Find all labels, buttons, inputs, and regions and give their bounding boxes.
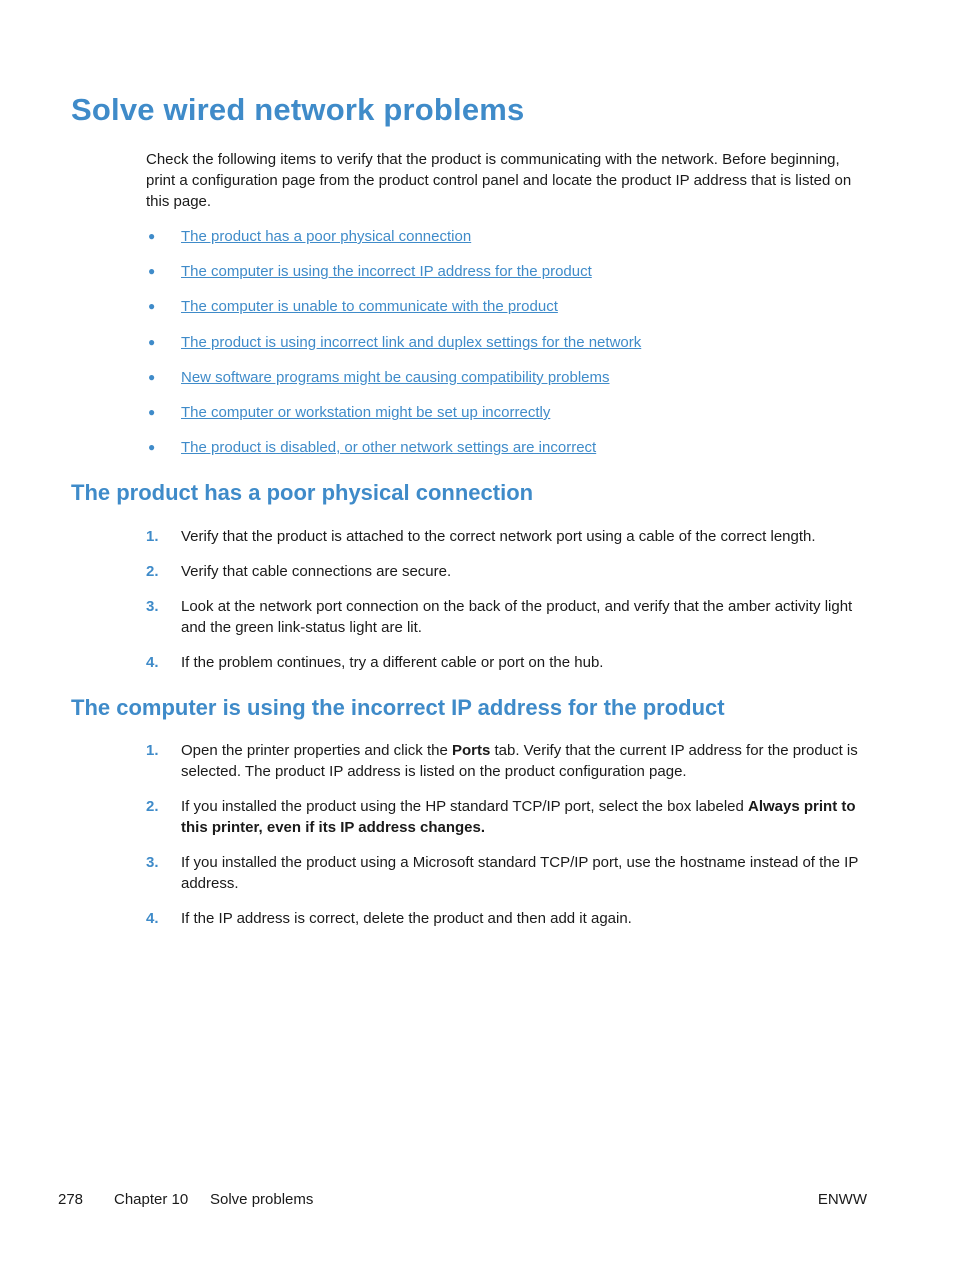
step-number: 2. (146, 798, 159, 815)
step-number: 1. (146, 742, 159, 759)
ports-tab-label: Ports (451, 742, 491, 759)
page-title: Solve wired network problems (71, 92, 525, 127)
link-workstation-setup[interactable]: The computer or workstation might be set up incorrectly (181, 403, 551, 421)
step-number: 3. (146, 598, 159, 615)
steps-incorrect-ip (146, 740, 866, 943)
step-number: 3. (146, 854, 159, 871)
link-product-disabled[interactable]: The product is disabled, or other network settings are incorrect (181, 439, 597, 457)
bullet-icon: ● (148, 264, 156, 279)
bullet-icon: ● (148, 299, 156, 314)
step-text: tab. Verify that the current IP address for the product is selected. The product IP address is listed on the product configuration page. (181, 742, 858, 780)
step-item (146, 596, 866, 638)
bullet-icon: ● (148, 440, 156, 455)
footer-chapter: Chapter 10 (114, 1191, 189, 1208)
footer-doc-code: ENWW (817, 1191, 867, 1208)
link-software-compatibility[interactable]: New software programs might be causing compatibility problems (181, 368, 610, 386)
step-number: 2. (146, 563, 159, 580)
step-item (146, 561, 866, 582)
footer-chapter-title: Solve problems (210, 1191, 314, 1208)
footer-page-number: 278 (58, 1191, 84, 1208)
always-print-option-label: Always print to this printer, even if its IP address changes. (181, 798, 856, 836)
step-number: 4. (146, 910, 159, 927)
step-number: 1. (146, 528, 159, 545)
step-text: Verify that cable connections are secure. (181, 563, 452, 580)
step-text: If the problem continues, try a different cable or port on the hub. (181, 654, 604, 671)
step-text: Look at the network port connection on the back of the product, and verify that the amber activity light and the green link-status light are lit. (181, 598, 853, 636)
bullet-icon: ● (148, 369, 156, 384)
link-link-duplex-settings[interactable]: The product is using incorrect link and duplex settings for the network (181, 333, 642, 351)
step-item (146, 852, 866, 894)
step-item (146, 908, 866, 929)
bullet-icon: ● (148, 229, 156, 243)
link-unable-to-communicate[interactable]: The computer is unable to communicate with the product (181, 298, 558, 316)
step-item (146, 652, 866, 673)
section-heading-incorrect-ip: The computer is using the incorrect IP address for the product (71, 695, 725, 720)
step-number: 4. (146, 654, 159, 671)
intro-paragraph: Check the following items to verify that the product is communicating with the network. Before beginning, print a configuration page from the product control panel and locate the product IP address that is listed on this page. (146, 151, 852, 210)
step-item (146, 740, 866, 782)
step-text: Open the printer properties and click the (181, 742, 452, 759)
step-text: If you installed the product using the HP standard TCP/IP port, select the box labeled (181, 798, 749, 815)
step-item (146, 526, 866, 547)
step-item (146, 796, 866, 838)
link-incorrect-ip-address[interactable]: The computer is using the incorrect IP address for the product (181, 263, 592, 281)
bullet-icon: ● (148, 334, 156, 349)
steps-physical-connection (146, 526, 866, 687)
bullet-icon: ● (148, 404, 156, 419)
step-text: If the IP address is correct, delete the product and then add it again. (181, 910, 632, 927)
step-text: Verify that the product is attached to the correct network port using a cable of the correct length. (181, 528, 816, 545)
link-poor-physical-connection[interactable]: The product has a poor physical connection (181, 228, 472, 245)
step-text: If you installed the product using a Microsoft standard TCP/IP port, use the hostname instead of the IP address. (181, 854, 859, 892)
section-heading-physical-connection: The product has a poor physical connection (71, 480, 534, 505)
